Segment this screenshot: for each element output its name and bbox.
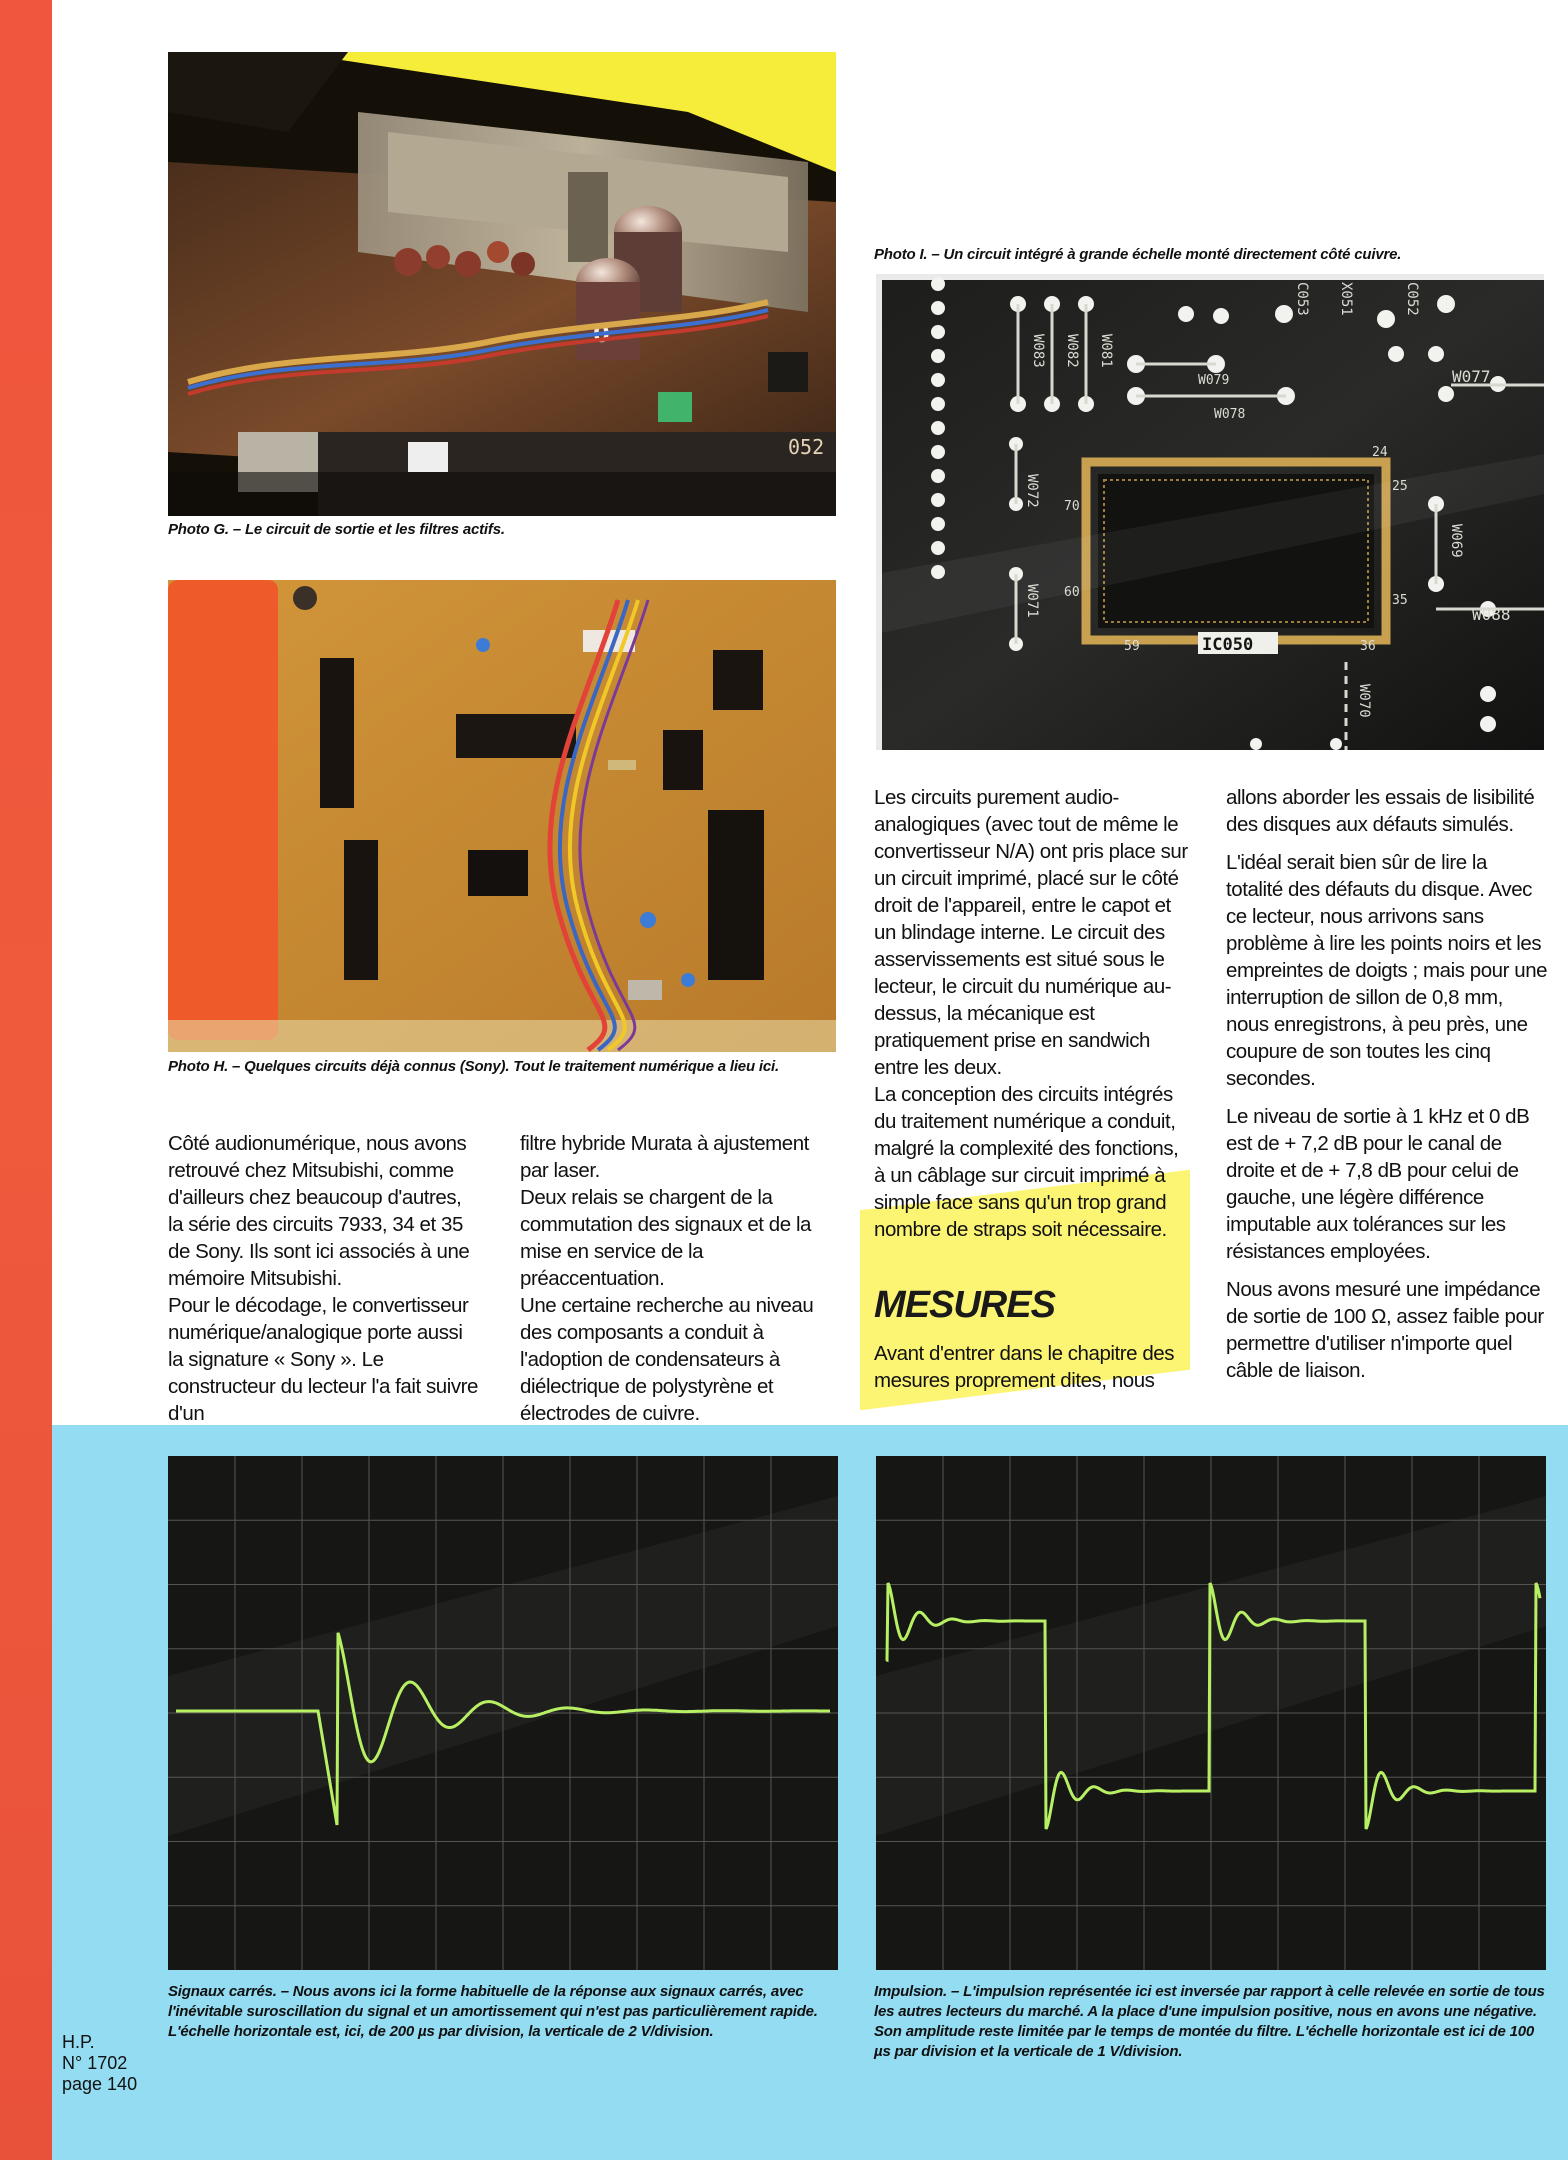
col2-paragraph-3: Une certaine recherche au niveau des composants a conduit à l'adoption de condensateurs à diélectrique de polystyrène et électrodes de cuivre. (520, 1294, 814, 1425)
caption-photo-g: Photo G. – Le circuit de sortie et les filtres actifs. (168, 521, 505, 538)
svg-text:W083: W083 (1030, 334, 1046, 368)
folio-issue: N° 1702 (62, 2053, 128, 2073)
col1-paragraph-2: Pour le décodage, le convertisseur numérique/analogique porte aussi la signature « Sony ». Le constructeur du lecteur l'a fait suivre d'un (168, 1294, 478, 1425)
col4-paragraph-1: allons aborder les essais de lisibilité des disques aux défauts simulés. (1226, 786, 1535, 836)
svg-text:W081: W081 (1098, 334, 1114, 368)
page-edge-strip (0, 0, 52, 2160)
text-column-1 (168, 1130, 480, 1427)
svg-text:X051: X051 (1338, 282, 1354, 316)
svg-text:59: 59 (1124, 639, 1140, 654)
svg-text:W071: W071 (1024, 584, 1040, 618)
section-heading-mesures: MESURES (874, 1284, 1055, 1326)
svg-text:36: 36 (1360, 639, 1376, 654)
caption-scope-left: Signaux carrés. – Nous avons ici la forme habituelle de la réponse aux signaux carrés, avec l'inévitable suroscillation du signal et un amortissement qui n'est pas particulièrement rapide. L'échelle horizontale est, ici, de 200 µs par division, la verticale de 2 V/division. (168, 1983, 818, 2040)
svg-text:W069: W069 (1448, 524, 1464, 558)
scope-square-wave (168, 1456, 838, 1970)
folio-page: page 140 (62, 2074, 138, 2094)
folio-magazine: H.P. (62, 2032, 95, 2052)
svg-text:35: 35 (1392, 593, 1408, 608)
text-column-2 (520, 1130, 838, 1427)
svg-text:W078: W078 (1214, 407, 1246, 422)
col1-paragraph-1: Côté audionumérique, nous avons retrouvé chez Mitsubishi, comme d'ailleurs chez beaucoup d'autres, la série des circuits 7933, 34 et 35 de Sony. Ils sont ici associés à une mémoire Mitsubishi. (168, 1132, 470, 1290)
col3-intro (874, 1340, 1192, 1394)
col2-paragraph-1: filtre hybride Murata à ajustement par laser. (520, 1132, 809, 1182)
scope-impulse (876, 1456, 1546, 1970)
photo-h (168, 580, 836, 1052)
col3-paragraph-1: Les circuits purement audio-analogiques (avec tout de même le convertisseur N/A) ont pris place sur un circuit imprimé, placé sur le côté droit de l'appareil, entre le capot et un blindage interne. Le circuit des asservissements est situé sous le lecteur, le circuit du numérique au-dessus, la mécanique est pratiquement prise en sandwich entre les deux. (874, 786, 1188, 1079)
svg-text:C052: C052 (1404, 282, 1420, 316)
photo-g (168, 52, 836, 516)
svg-text:24: 24 (1372, 445, 1388, 460)
svg-text:W077: W077 (1452, 367, 1491, 386)
col3-paragraph-2: La conception des circuits intégrés du traitement numérique a conduit, malgré la complexité des fonctions, à un câblage sur circuit imprimé à simple face sans qu'un trop grand nombre de straps soit nécessaire. (874, 1083, 1179, 1241)
caption-scope-right: Impulsion. – L'impulsion représentée ici est inversée par rapport à celle relevée en sortie de tous les autres lecteurs du marché. A la place d'une impulsion positive, nous en avons une négative. Son amplitude reste limitée par le temps de montée du filtre. L'échelle horizontale est ici de 100 µs par division et la verticale de 1 V/division. (874, 1983, 1545, 2060)
col4-paragraph-3: Le niveau de sortie à 1 kHz et 0 dB est de + 7,2 dB pour le canal de droite et de + 7,8 dB pour celui de gauche, une légère différence imputable aux tolérances sur les résistances employées. (1226, 1105, 1530, 1263)
col3-paragraph-3: Avant d'entrer dans le chapitre des mesures proprement dites, nous (874, 1342, 1175, 1392)
svg-text:0: 0 (593, 320, 610, 348)
svg-text:60: 60 (1064, 585, 1080, 600)
col4-paragraph-2: L'idéal serait bien sûr de lire la totalité des défauts du disque. Avec ce lecteur, nous arrivons sans problème à lire les points noirs et les empreintes de doigts ; mais pour une interruption de sillon de 0,8 mm, nous enregistrons, à peu près, une coupure de son toutes les cinq secondes. (1226, 851, 1548, 1090)
photo-i (876, 274, 1544, 750)
col2-paragraph-2: Deux relais se chargent de la commutation des signaux et de la mise en service de la préaccentuation. (520, 1186, 811, 1290)
svg-text:W082: W082 (1064, 334, 1080, 368)
svg-text:C053: C053 (1294, 282, 1310, 316)
caption-photo-h: Photo H. – Quelques circuits déjà connus (Sony). Tout le traitement numérique a lieu ici. (168, 1058, 779, 1075)
svg-text:W070: W070 (1356, 684, 1372, 718)
board-label-052: 052 (788, 435, 825, 459)
text-column-3 (874, 784, 1192, 1243)
chip-label: IC050 (1202, 635, 1254, 655)
text-column-4 (1226, 784, 1548, 1384)
svg-text:70: 70 (1064, 499, 1080, 514)
svg-text:W079: W079 (1198, 373, 1230, 388)
page-folio (62, 2032, 137, 2095)
svg-text:25: 25 (1392, 479, 1408, 494)
col4-paragraph-4: Nous avons mesuré une impédance de sortie de 100 Ω, assez faible pour permettre d'utiliser n'importe quel câble de liaison. (1226, 1278, 1544, 1382)
svg-text:W088: W088 (1472, 605, 1511, 624)
caption-photo-i: Photo I. – Un circuit intégré à grande échelle monté directement côté cuivre. (874, 246, 1402, 263)
svg-text:W072: W072 (1024, 474, 1040, 508)
